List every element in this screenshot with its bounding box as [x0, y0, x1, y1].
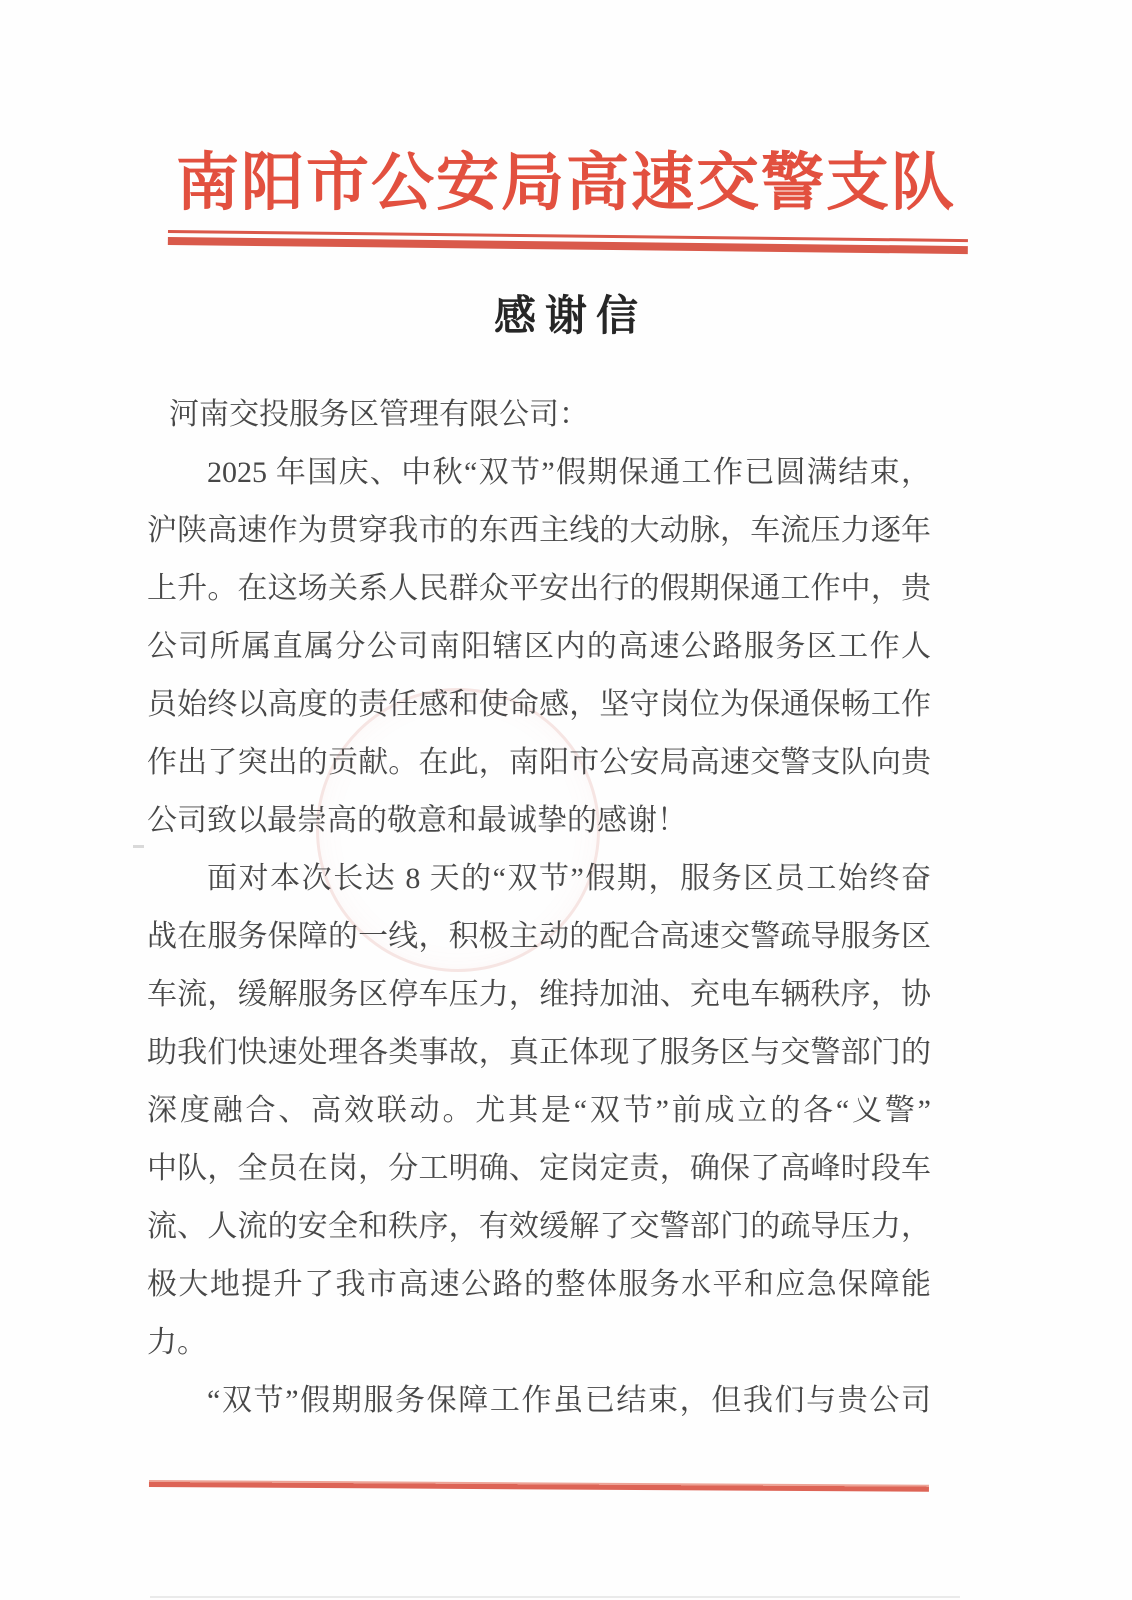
page-bottom-scan-shadow: [150, 1596, 960, 1598]
body-line: 面对本次长达 8 天的“双节”假期，服务区员工始终奋: [207, 862, 931, 895]
footer-rule: [149, 1480, 929, 1492]
body-line: 上升。在这场关系人民群众平安出行的假期保通工作中，贵: [147, 572, 931, 605]
body-line: 深度融合、高效联动。尤其是“双节”前成立的各“义警”: [147, 1094, 931, 1127]
body-line: 战在服务保障的一线，积极主动的配合高速交警疏导服务区: [147, 920, 931, 953]
body-line: 员始终以高度的责任感和使命感，坚守岗位为保通保畅工作: [147, 688, 931, 721]
body-line: 车流，缓解服务区停车压力，维持加油、充电车辆秩序，协: [147, 978, 931, 1011]
body-line: 公司致以最崇高的敬意和最诚挚的感谢！: [147, 804, 687, 837]
letter-title: 感谢信: [493, 294, 647, 340]
header-double-rule: [168, 230, 968, 254]
body-line: 2025 年国庆、中秋“双节”假期保通工作已圆满结束，: [207, 456, 931, 489]
body-line: 极大地提升了我市高速公路的整体服务水平和应急保障能: [147, 1268, 931, 1301]
body-line: 公司所属直属分公司南阳辖区内的高速公路服务区工作人: [147, 630, 931, 663]
letterhead-title: 南阳市公安局高速交警支队: [176, 148, 956, 218]
letter-body: [147, 386, 931, 1430]
body-line: 流、人流的安全和秩序，有效缓解了交警部门的疏导压力，: [147, 1210, 931, 1243]
body-line: “双节”假期服务保障工作虽已结束，但我们与贵公司: [207, 1384, 931, 1417]
body-line: 沪陕高速作为贯穿我市的东西主线的大动脉，车流压力逐年: [147, 514, 931, 547]
body-line: 作出了突出的贡献。在此，南阳市公安局高速交警支队向贵: [147, 746, 931, 779]
body-line: 助我们快速处理各类事故，真正体现了服务区与交警部门的: [147, 1036, 931, 1069]
recipient-line: 河南交投服务区管理有限公司：: [169, 398, 589, 431]
body-line: 中队，全员在岗，分工明确、定岗定责，确保了高峰时段车: [147, 1152, 931, 1185]
scan-speck: [133, 845, 144, 848]
body-line: 力。: [147, 1326, 207, 1359]
